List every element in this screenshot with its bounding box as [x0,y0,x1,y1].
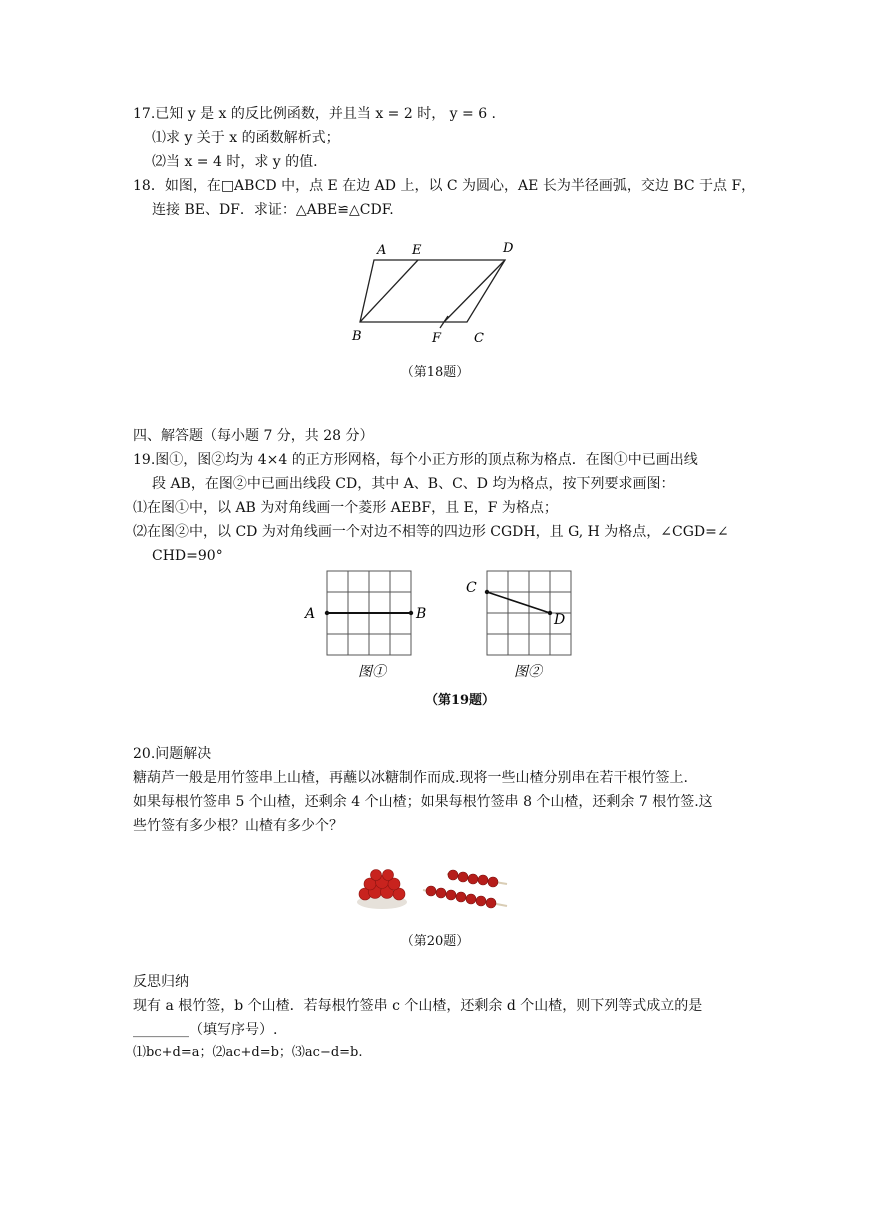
label-c: C [466,580,477,596]
q19-line1: 19.图①，图②均为 4×4 的正方形网格，每个小正方形的顶点称为格点．在图①中已画出线 [133,452,698,468]
label-f: F [432,331,442,346]
q20-reflect-line2: ________（填写序号）. [133,1022,278,1038]
q18-caption: （第18题） [400,365,470,380]
q20-line2: 如果每根竹签串 5 个山楂，还剩余 4 个山楂；如果每根竹签串 8 个山楂，还剩余 7 根竹签.这 [133,794,713,810]
parallelogram-abcd [360,260,505,322]
q20-reflect-line1: 现有 a 根竹签，b 个山楂．若每根竹签串 c 个山楂，还剩余 d 个山楂，则下列等式成立的是 [133,998,703,1014]
q17-line2: ⑴求 y 关于 x 的函数解析式； [152,130,340,146]
q19-grid-figure-1 [300,566,440,686]
tanghulu-image [355,862,515,916]
q20-reflect-title: 反思归纳 [133,974,189,990]
label-c: C [474,331,484,346]
q20-title: 20.问题解决 [133,746,212,762]
q18-line2: 连接 BE、DF．求证：△ABE≌△CDF. [152,202,394,218]
segment-cd [487,592,550,613]
label-e: E [412,243,422,258]
label-d: D [503,241,514,256]
fig2-label: 图② [514,664,542,680]
q19-line3: ⑴在图①中，以 AB 为对角线画一个菱形 AEBF，且 E，F 为格点； [133,500,558,516]
label-b: B [352,329,362,344]
label-a: A [377,243,387,258]
label-b: B [416,606,427,622]
segment-df [444,260,505,322]
q19-grid-figure-2 [460,566,600,686]
q19-line4: ⑵在图②中，以 CD 为对角线画一个对边不相等的四边形 CGDH，且 G, H 为格点，∠CGD=∠ [133,524,729,540]
section4-heading: 四、解答题（每小题 7 分，共 28 分） [133,428,374,444]
q19-caption: （第19题） [424,693,496,708]
q20-line1: 糖葫芦一般是用竹签串上山楂，再蘸以冰糖制作而成.现将一些山楂分别串在若干根竹签上. [133,770,688,786]
q18-line1: 18．如图，在□ABCD 中，点 E 在边 AD 上，以 C 为圆心，AE 长为半径画弧，交边 BC 于点 F， [133,178,756,194]
label-a: A [305,606,316,622]
q17-line3: ⑵当 x = 4 时，求 y 的值. [152,154,318,170]
q20-caption: （第20题） [400,934,470,949]
q19-line5: CHD=90° [152,548,223,564]
q17-line1: 17.已知 y 是 x 的反比例函数，并且当 x = 2 时， y = 6 . [133,106,497,122]
q19-line2: 段 AB，在图②中已画出线段 CD，其中 A、B、C、D 均为格点，按下列要求画图： [152,476,675,492]
q18-parallelogram-figure [340,236,530,348]
label-d: D [554,612,566,628]
segment-be [360,260,418,322]
fig1-label: 图① [358,664,386,680]
q20-line3: 些竹签有多少根？山楂有多少个？ [133,818,343,834]
q20-reflect-line3: ⑴bc+d=a；⑵ac+d=b；⑶ac−d=b. [133,1045,363,1060]
